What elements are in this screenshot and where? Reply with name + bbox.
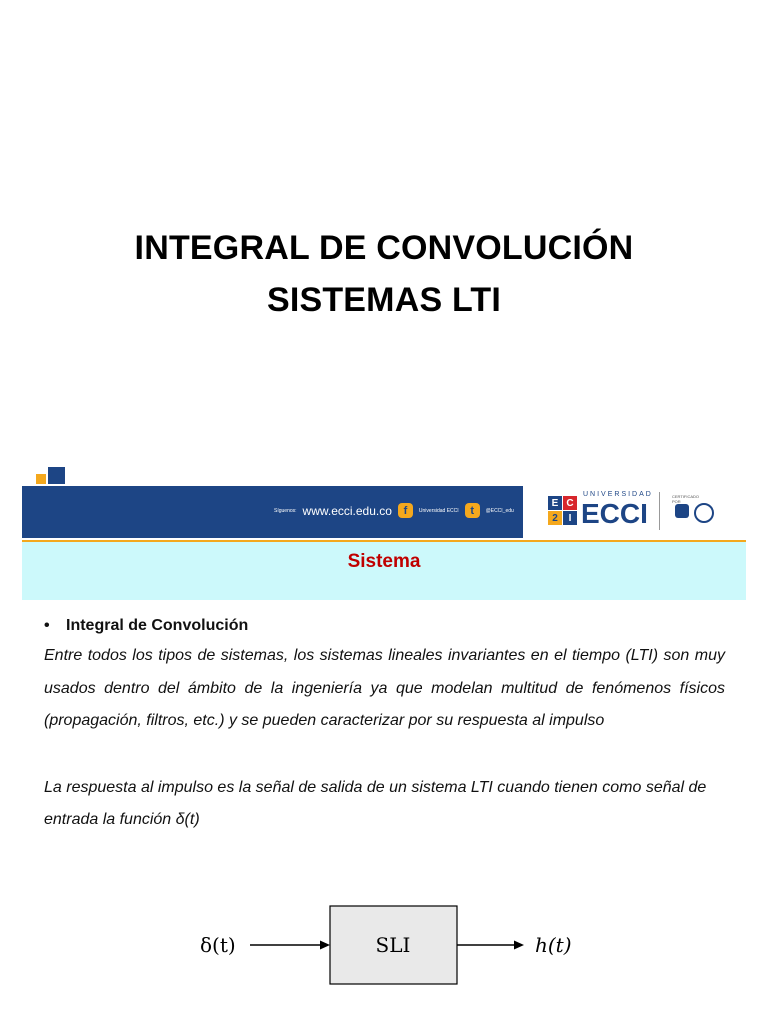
certification-label: CERTIFICADO POR [672, 494, 700, 504]
logo-letter-c: C [563, 496, 577, 510]
paragraph-2: La respuesta al impulso es la señal de salida de un sistema LTI cuando tienen como señal de entrada la función δ(t) [44, 778, 707, 828]
bullet-text: Integral de Convolución [66, 617, 249, 634]
header-banner [22, 486, 523, 538]
certification-seal-icon [694, 503, 714, 523]
twitter-label[interactable]: @ECCI_edu [485, 507, 514, 514]
logo-letter-e: E [548, 496, 562, 510]
title-line-1: INTEGRAL DE CONVOLUCIÓN [134, 229, 634, 267]
deco-square-navy [48, 467, 65, 484]
section-title: Sistema [347, 551, 421, 572]
input-arrowhead [320, 941, 330, 950]
facebook-label[interactable]: Universidad ECCI [418, 507, 459, 514]
follow-label: Síguenos: [274, 507, 297, 514]
system-block-label: SLI [375, 933, 411, 957]
facebook-icon[interactable]: f [398, 503, 413, 518]
social-row [274, 503, 514, 518]
deco-square-orange [36, 474, 46, 484]
slide-content [44, 612, 725, 837]
slide-title [0, 222, 768, 326]
logo-letter-i: I [563, 511, 577, 525]
bullet-item [44, 612, 725, 640]
section-header [22, 542, 746, 600]
diagram-input-label: δ(t) [200, 933, 236, 957]
university-label: UNIVERSIDAD [583, 491, 653, 498]
logo-divider [659, 492, 660, 530]
paragraph-1: Entre todos los tipos de sistemas, los sistemas lineales invariantes en el tiempo (LTI) son muy usados dentro del ámbito de la ingeniería ya que modelan multitud de fenómenos físicos (propagación, filtros, etc.) y se pueden caracterizar por su respuesta al impulso [44, 647, 725, 729]
logo-letter-2: 2 [548, 511, 562, 525]
diagram-output-label: h(t) [535, 933, 572, 957]
twitter-icon[interactable]: t [465, 503, 480, 518]
title-line-2: SISTEMAS LTI [266, 281, 502, 319]
bullet-icon: • [44, 617, 50, 634]
university-name: ECCI [581, 498, 648, 529]
website-link[interactable]: www.ecci.edu.co [302, 503, 392, 518]
output-arrowhead [514, 941, 524, 950]
certification-badge-icon [675, 504, 689, 518]
ecci-logo-mark [548, 496, 578, 526]
block-diagram [190, 902, 590, 992]
